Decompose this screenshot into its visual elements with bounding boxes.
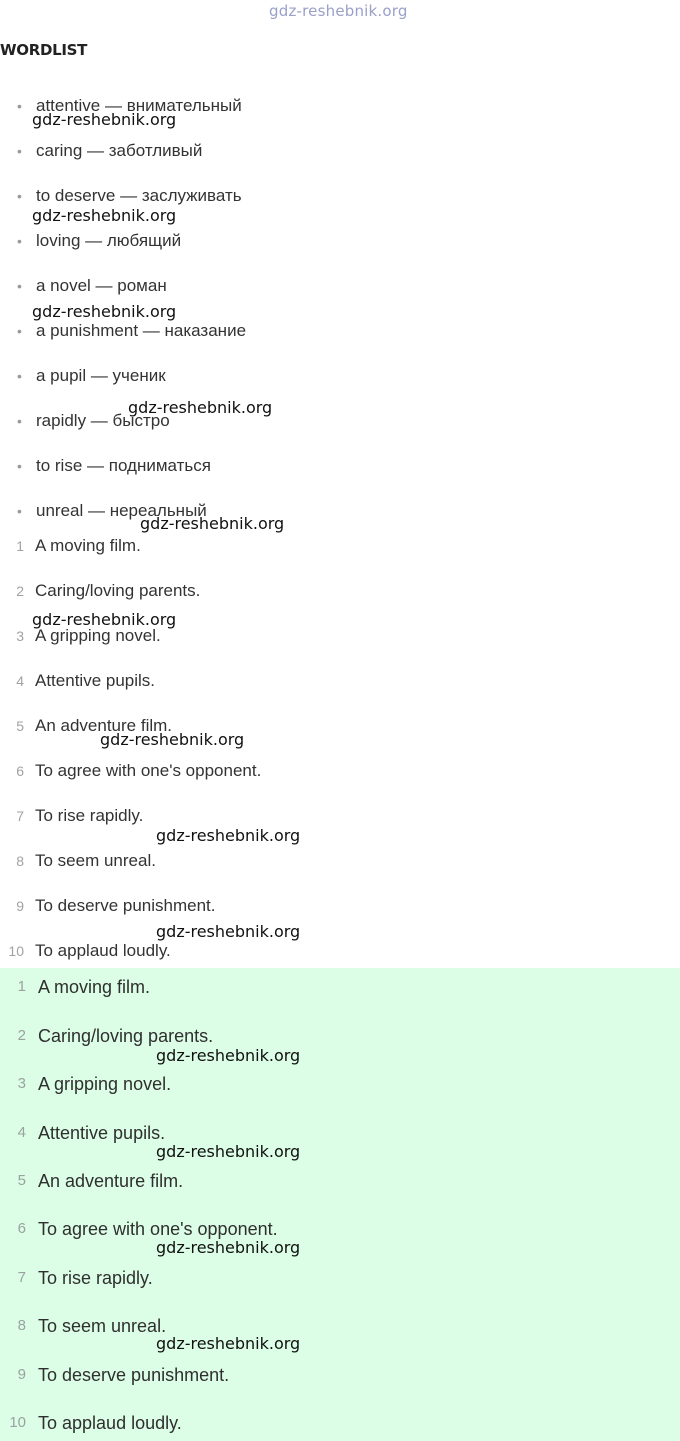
word-entry: loving — любящий [36, 231, 182, 250]
word-entry: a punishment — наказание [36, 321, 247, 340]
word-entry: attentive — внимательный [36, 96, 242, 115]
item-number: 2 [17, 1027, 26, 1044]
watermark: gdz-reshebnik.org [156, 1046, 301, 1065]
bullet-icon: • [17, 188, 22, 204]
bullet-icon: • [17, 458, 22, 474]
bullet-icon: • [17, 233, 22, 249]
watermark: gdz-reshebnik.org [156, 1142, 301, 1161]
word-entry: to rise — подниматься [36, 456, 211, 475]
phrase-text: To rise rapidly. [35, 806, 144, 825]
phrase-text: To deserve punishment. [35, 896, 216, 915]
bullet-icon: • [17, 143, 22, 159]
watermark: gdz-reshebnik.org [156, 1238, 301, 1257]
word-entry: a novel — роман [36, 276, 167, 295]
word-entry: a pupil — ученик [36, 366, 166, 385]
item-number: 5 [17, 1172, 26, 1189]
item-number: 4 [16, 673, 24, 689]
bullet-icon: • [17, 413, 22, 429]
answer-text: To rise rapidly. [38, 1268, 153, 1288]
word-entry: rapidly — быстро [36, 411, 170, 430]
word-entry: unreal — нереальный [36, 501, 207, 520]
answer-text: A gripping novel. [38, 1074, 172, 1094]
answer-text: To applaud loudly. [38, 1413, 182, 1433]
watermark: gdz-reshebnik.org [32, 110, 177, 129]
item-number: 10 [9, 1414, 26, 1431]
phrase-text: An adventure film. [35, 716, 173, 735]
item-number: 1 [16, 538, 24, 554]
phrase-text: Caring/loving parents. [35, 581, 201, 600]
phrase-text: A moving film. [35, 536, 141, 555]
item-number: 8 [16, 853, 24, 869]
watermark: gdz-reshebnik.org [128, 398, 273, 417]
item-number: 5 [16, 718, 24, 734]
item-number: 8 [17, 1317, 26, 1334]
phrase-text: To applaud loudly. [35, 941, 171, 960]
bullet-icon: • [17, 278, 22, 294]
item-number: 6 [17, 1220, 26, 1237]
answer-text: To agree with one's opponent. [38, 1219, 278, 1239]
bullet-icon: • [17, 503, 22, 519]
answer-text: To deserve punishment. [38, 1365, 230, 1385]
item-number: 1 [17, 978, 26, 995]
item-number: 4 [17, 1124, 26, 1141]
watermark: gdz-reshebnik.org [32, 610, 177, 629]
bullet-icon: • [17, 323, 22, 339]
item-number: 7 [16, 808, 24, 824]
watermark: gdz-reshebnik.org [100, 730, 245, 749]
bullet-icon: • [17, 98, 22, 114]
bullet-icon: • [17, 368, 22, 384]
answer-text: Caring/loving parents. [38, 1026, 214, 1046]
phrase-text: To seem unreal. [35, 851, 156, 870]
site-watermark: gdz-reshebnik.org [269, 2, 408, 20]
watermark: gdz-reshebnik.org [140, 514, 285, 533]
answer-text: Attentive pupils. [38, 1123, 166, 1143]
word-entry: to deserve — заслуживать [36, 186, 242, 205]
item-number: 9 [17, 1366, 26, 1383]
item-number: 10 [8, 943, 24, 959]
answer-box [0, 968, 680, 1441]
item-number: 7 [17, 1269, 26, 1286]
answer-text: An adventure film. [38, 1171, 184, 1191]
phrase-text: To agree with one's opponent. [35, 761, 262, 780]
item-number: 9 [16, 898, 24, 914]
watermark: gdz-reshebnik.org [32, 302, 177, 321]
item-number: 6 [16, 763, 24, 779]
item-number: 3 [16, 628, 24, 644]
watermark: gdz-reshebnik.org [156, 826, 301, 845]
answer-text: To seem unreal. [38, 1316, 167, 1336]
watermark: gdz-reshebnik.org [32, 206, 177, 225]
answer-text: A moving film. [38, 977, 151, 997]
item-number: 2 [16, 583, 24, 599]
wordlist-heading: WORDLIST [0, 41, 88, 59]
watermark: gdz-reshebnik.org [156, 922, 301, 941]
phrase-text: Attentive pupils. [35, 671, 156, 690]
watermark: gdz-reshebnik.org [156, 1334, 301, 1353]
word-entry: caring — заботливый [36, 141, 203, 160]
item-number: 3 [17, 1075, 26, 1092]
phrase-text: A gripping novel. [35, 626, 161, 645]
